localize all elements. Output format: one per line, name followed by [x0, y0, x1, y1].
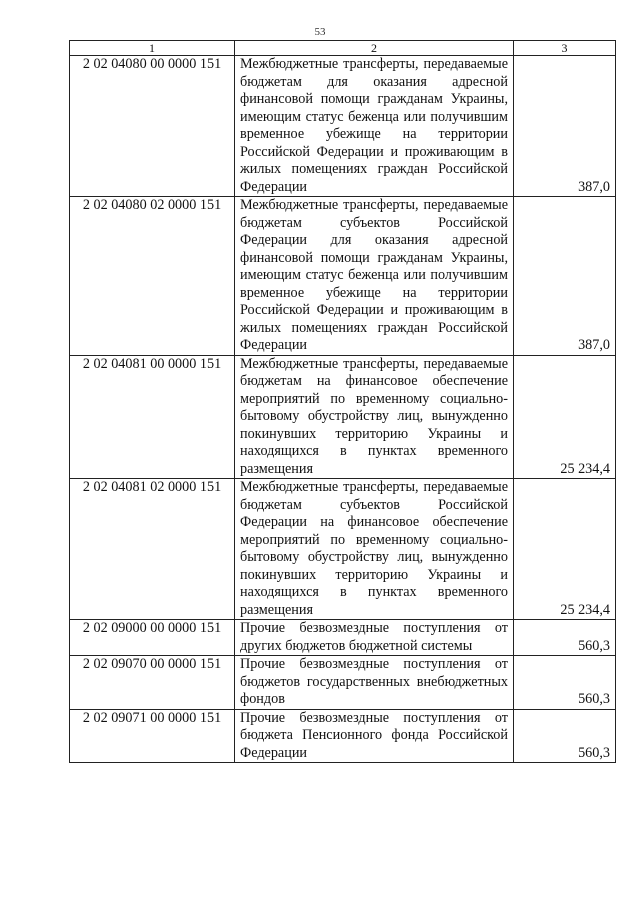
amount-cell: 25 234,4 — [514, 479, 616, 620]
budget-code-cell: 2 02 04080 00 0000 151 — [70, 56, 235, 197]
table-row — [70, 56, 616, 197]
description-cell: Прочие безвозмездные поступления от бюджета Пенсионного фонда Российской Федерации — [235, 709, 514, 763]
amount-cell: 25 234,4 — [514, 355, 616, 479]
description-cell: Прочие безвозмездные поступления от других бюджетов бюджетной системы — [235, 620, 514, 656]
table-row — [70, 355, 616, 479]
budget-revenue-table — [69, 40, 616, 763]
description-cell: Межбюджетные трансферты, передаваемые бюджетам для оказания адресной финансовой помощи гражданам Украины, имеющим статус беженца или получившим временное убежище на территории Российской Федерации и проживающим в жилых помещениях граждан Российской Федерации — [235, 56, 514, 197]
table-row — [70, 656, 616, 710]
column-header-description: 2 — [235, 41, 514, 56]
budget-code-cell: 2 02 09000 00 0000 151 — [70, 620, 235, 656]
page-number: 53 — [314, 26, 326, 38]
table-row — [70, 620, 616, 656]
amount-cell: 387,0 — [514, 197, 616, 356]
amount-cell: 387,0 — [514, 56, 616, 197]
budget-code-cell: 2 02 04081 00 0000 151 — [70, 355, 235, 479]
description-cell: Прочие безвозмездные поступления от бюджетов государственных внебюджетных фондов — [235, 656, 514, 710]
amount-cell: 560,3 — [514, 656, 616, 710]
budget-code-cell: 2 02 09070 00 0000 151 — [70, 656, 235, 710]
budget-code-cell: 2 02 04080 02 0000 151 — [70, 197, 235, 356]
column-number-row — [70, 41, 616, 56]
table-row — [70, 709, 616, 763]
budget-code-cell: 2 02 04081 02 0000 151 — [70, 479, 235, 620]
table-row — [70, 197, 616, 356]
column-header-code: 1 — [70, 41, 235, 56]
description-cell: Межбюджетные трансферты, передаваемые бюджетам субъектов Российской Федерации для оказания адресной финансовой помощи гражданам Украины, имеющим статус беженца или получившим временное убежище на территории Российской Федерации и проживающим в жилых помещениях граждан Российской Федерации — [235, 197, 514, 356]
description-cell: Межбюджетные трансферты, передаваемые бюджетам субъектов Российской Федерации на финансовое обеспечение мероприятий по временному социально-бытовому обустройству лиц, вынужденно покинувших территорию Украины и находящихся в пунктах временного размещения — [235, 479, 514, 620]
table-row — [70, 479, 616, 620]
amount-cell: 560,3 — [514, 620, 616, 656]
budget-code-cell: 2 02 09071 00 0000 151 — [70, 709, 235, 763]
description-cell: Межбюджетные трансферты, передаваемые бюджетам на финансовое обеспечение мероприятий по временному социально-бытовому обустройству лиц, вынужденно покинувших территорию Украины и находящихся в пунктах временного размещения — [235, 355, 514, 479]
column-header-amount: 3 — [514, 41, 616, 56]
amount-cell: 560,3 — [514, 709, 616, 763]
